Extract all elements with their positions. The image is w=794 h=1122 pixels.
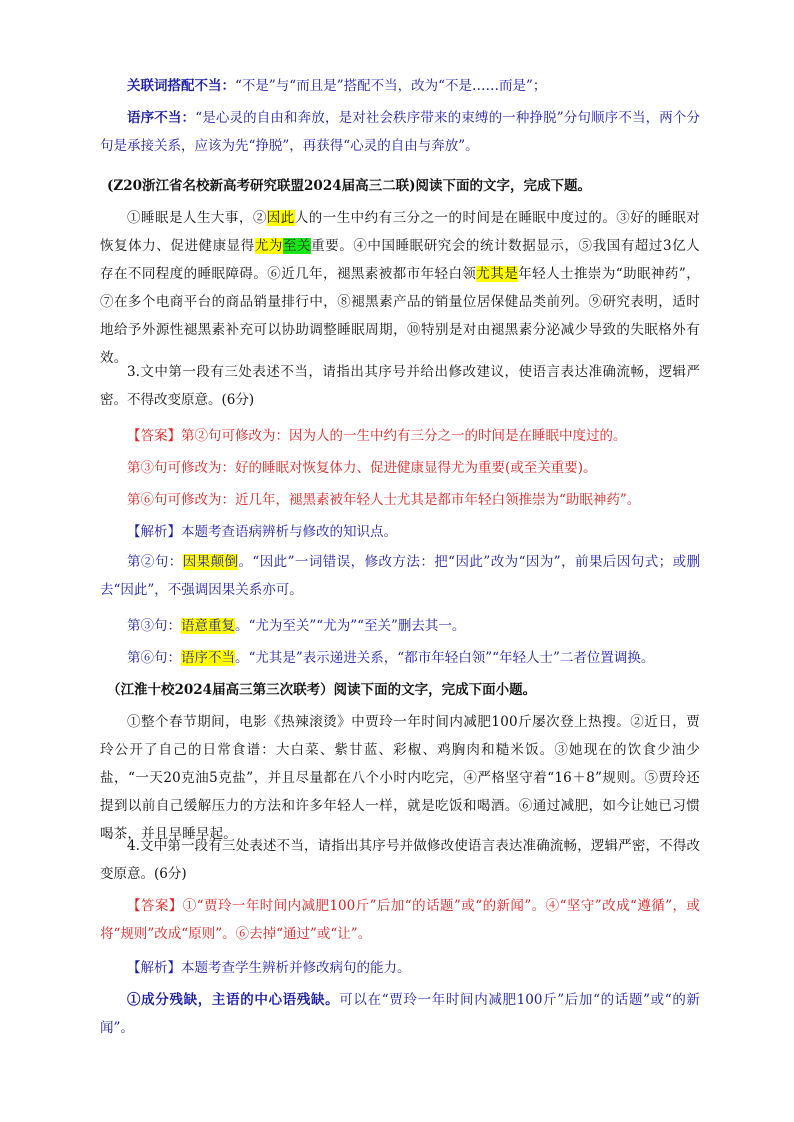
q3-passage <box>100 204 700 372</box>
q3-answer-line-1 <box>100 422 700 450</box>
q4-a1-bold: ①成分残缺，主语的中心语残缺。 <box>127 992 340 1008</box>
word-order-error-label: 语序不当： <box>127 110 196 126</box>
q4-answer-text: ①“贾玲一年时间内减肥100斤”后加“的话题”或“的新闻”。④“坚守”改成“遵循”，或将“规则”改成“原则”。⑥去掉“通过”或“让”。 <box>100 898 700 942</box>
q3-a3-text: 。“尤为至关”“尤为”“至关”删去其一。 <box>235 618 466 634</box>
q3-highlight-youqishi: 尤其是 <box>476 266 519 282</box>
q3-a2-highlight: 因果颠倒 <box>182 554 239 570</box>
q3-passage-part-b: 人的一生中约有三分之一的时间是在睡眠中度过的。③好的睡眠对恢复体力、促进健康显得 <box>100 210 700 254</box>
q3-passage-part-a: ①睡眠是人生大事，② <box>127 210 267 226</box>
word-order-error-paragraph <box>100 104 700 160</box>
q3-answer-line-2: 第③句可修改为：好的睡眠对恢复体力、促进健康显得尤为重要(或至关重要)。 <box>127 460 597 476</box>
q3-highlight-zhiguan: 至关 <box>282 238 312 254</box>
q4-analysis-line <box>100 954 700 982</box>
q4-a1-text: 可以在“贾玲一年时间内减肥100斤”后加“的话题”或“的新闻”。 <box>100 992 700 1036</box>
q3-a3-prefix: 第③句： <box>127 618 181 634</box>
q3-analysis-label: 【解析】 <box>127 524 181 540</box>
q3-a6-prefix: 第⑥句： <box>127 650 181 666</box>
q3-a6-text: 。“尤其是”表示递进关系，“都市年轻白领”“年轻人士”二者位置调换。 <box>235 650 655 666</box>
q4-analysis-sentence-1 <box>100 986 700 1042</box>
q4-passage: ①整个春节期间，电影《热辣滚烫》中贾玲一年时间内减肥100斤屡次登上热搜。②近日，贾玲公开了自己的日常食谱：大白菜、紫甘蓝、彩椒、鸡胸肉和糙米饭。③她现在的饮食少油少盐，“一天20克油5克盐”，并且尽量都在八个小时内吃完，④严格坚守着“16＋8”规则。⑤贾玲还提到以前自己缓解压力的方法和许多年轻人一样，就是吃饭和喝酒。⑥通过减肥，如今让她已习惯喝茶，并且早睡早起。 <box>100 714 700 842</box>
word-order-error-text: “是心灵的自由和奔放，是对社会秩序带来的束缚的一种挣脱”分句顺序不当，两个分句是承接关系，应该为先“挣脱”，再获得“心灵的自由与奔放”。 <box>100 110 701 154</box>
q3-answer-line-3: 第⑥句可修改为：近几年，褪黑素被年轻人士尤其是都市年轻白领推崇为“助眠神药”。 <box>127 492 641 508</box>
q3-a2-prefix: 第②句： <box>127 554 183 570</box>
q3-a6-highlight: 语序不当 <box>181 650 235 666</box>
q3-analysis-line <box>100 518 700 546</box>
q4-analysis-text: 本题考查学生辨析并修改病句的能力。 <box>181 960 411 976</box>
q3-source-heading: (Z20浙江省名校新高考研究联盟2024届高三二联)阅读下面的文字，完成下题。 <box>107 178 591 194</box>
q4-analysis-label: 【解析】 <box>127 960 181 976</box>
q3-a3-highlight: 语意重复 <box>181 618 235 634</box>
correlative-error-text: “不是”与“而且是”搭配不当，改为“不是……而是”； <box>235 78 547 94</box>
correlative-error-line <box>100 72 700 100</box>
q3-analysis-sentence-2 <box>100 548 700 604</box>
q3-highlight-yinci: 因此 <box>266 210 295 226</box>
q3-answer-label: 【答案】 <box>127 428 181 444</box>
q3-passage-part-c: 重要。④中国睡眠研究会的统计数据显示，⑤我国有超过3亿人存在不同程度的睡眠障碍。⑥近几年，褪黑素被都市年轻白领 <box>100 238 700 282</box>
q3-answer-1: 第②句可修改为：因为人的一生中约有三分之一的时间是在睡眠中度过的。 <box>181 428 627 444</box>
q4-source-heading: （江淮十校2024届高三第三次联考）阅读下面的文字，完成下面小题。 <box>107 682 537 698</box>
q4-answer-label: 【答案】 <box>127 898 183 914</box>
q3-a2-text: 。“因此”一词错误，修改方法：把“因此”改为“因为”，前果后因句式；或删去“因此”，不强调因果关系亦可。 <box>100 554 700 598</box>
q3-analysis-text: 本题考查语病辨析与修改的知识点。 <box>181 524 397 540</box>
q3-analysis-sentence-3 <box>100 612 700 640</box>
q3-highlight-youwei: 尤为 <box>254 238 283 254</box>
q4-question: 4.文中第一段有三处表述不当，请指出其序号并做修改使语言表达准确流畅，逻辑严密，不得改变原意。(6分) <box>100 838 700 882</box>
correlative-error-label: 关联词搭配不当： <box>127 78 235 94</box>
q3-passage-part-d: 年轻人士推崇为“助眠神药”，⑦在多个电商平台的商品销量排行中，⑧褪黑素产品的销量位居保健品类前列。⑨研究表明，适时地给予外源性褪黑素补充可以协助调整睡眠周期，⑩特别是对由褪黑素分泌减少导致的失眠格外有效。 <box>100 266 700 366</box>
q3-question: 3.文中第一段有三处表述不当，请指出其序号并给出修改建议，使语言表达准确流畅，逻辑严密。不得改变原意。(6分) <box>100 364 700 408</box>
q3-analysis-sentence-6 <box>100 644 700 672</box>
q4-answer <box>100 892 700 948</box>
